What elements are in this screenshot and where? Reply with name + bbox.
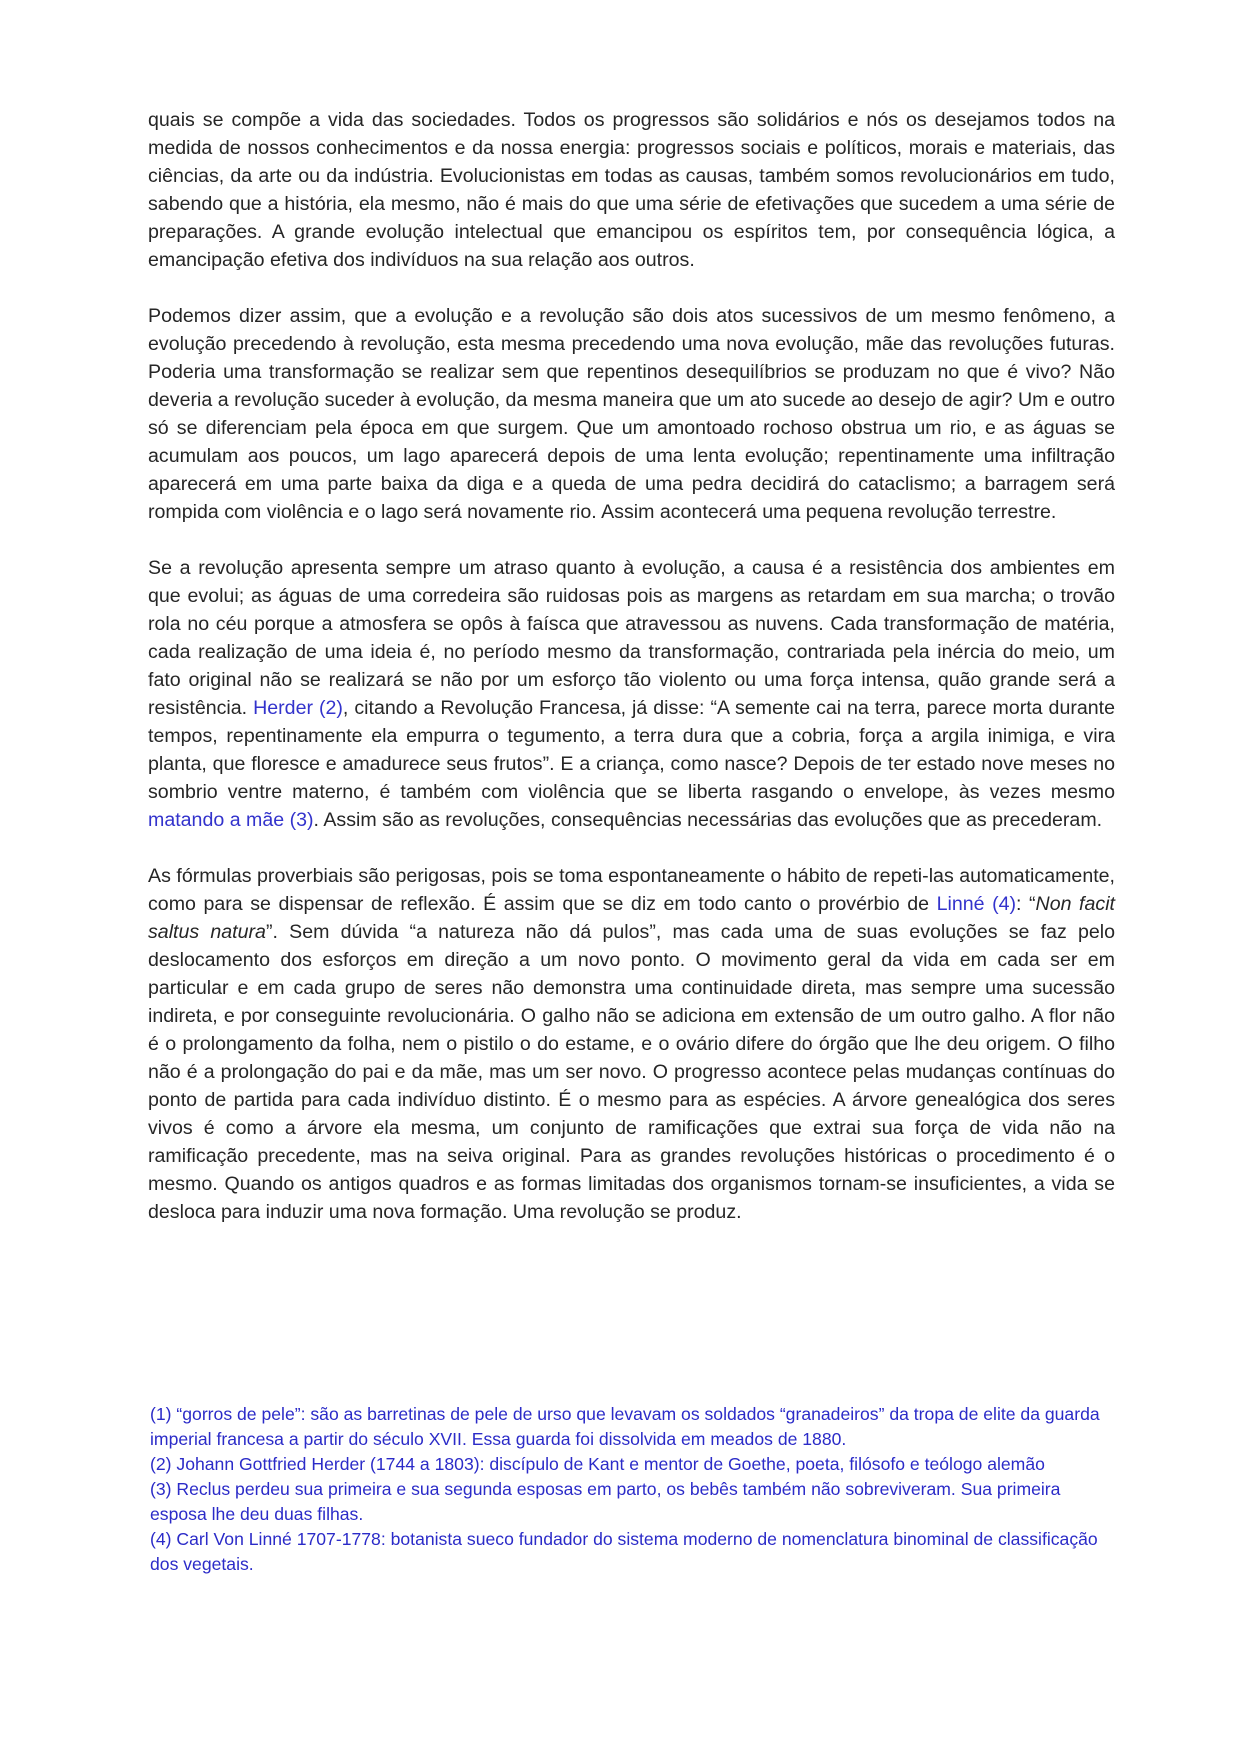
paragraph-4 bbox=[148, 862, 1115, 1226]
footnote-link-herder[interactable]: Herder (2) bbox=[253, 697, 343, 719]
footnote-link-matando-a-mae[interactable]: matando a mãe (3) bbox=[148, 809, 314, 831]
paragraph-4-text-b: : “ bbox=[1016, 893, 1036, 915]
paragraph-2: Podemos dizer assim, que a evolução e a revolução são dois atos sucessivos de um mesmo fenômeno, a evolução precedendo à revolução, esta mesma precedendo uma nova evolução, mãe das revoluções futuras. Poderia uma transformação se realizar sem que repentinos desequilíbrios se produzam no que é vivo? Não deveria a revolução suceder à evolução, da mesma maneira que um ato sucede ao desejo de agir? Um e outro só se diferenciam pela época em que surgem. Que um amontoado rochoso obstrua um rio, e as águas se acumulam aos poucos, um lago aparecerá depois de uma lenta evolução; repentinamente uma infiltração aparecerá em uma parte baixa da diga e a queda de uma pedra decidirá do cataclismo; a barragem será rompida com violência e o lago será novamente rio. Assim acontecerá uma pequena revolução terrestre. bbox=[148, 305, 1115, 523]
latin-proverb: Non facit saltus natura bbox=[148, 893, 1115, 943]
paragraph-4-text-c: ”. Sem dúvida “a natureza não dá pulos”, mas cada uma de suas evoluções se faz pelo deslocamento dos esforços em direção a um novo ponto. O movimento geral da vida em cada ser em particular e em cada grupo de seres não demonstra uma continuidade direta, mas sempre uma sucessão indireta, e por conseguinte revolucionária. O galho não se adiciona em extensão de um outro galho. A flor não é o prolongamento da folha, nem o pistilo o do estame, e o ovário difere do órgão que lhe deu origem. O filho não é a prolongação do pai e da mãe, mas um ser novo. O progresso acontece pelas mudanças contínuas do ponto de partida para cada indivíduo distinto. É o mesmo para as espécies. A árvore genealógica dos seres vivos é como a árvore ela mesma, um conjunto de ramificações que extrai sua força de vida não na ramificação precedente, mas na seiva original. Para as grandes revoluções históricas o procedimento é o mesmo. Quando os antigos quadros e as formas limitadas dos organismos tornam-se insuficientes, a vida se desloca para induzir uma nova formação. Uma revolução se produz. bbox=[148, 921, 1115, 1223]
paragraph-3 bbox=[148, 554, 1115, 834]
paragraph-3-text-b: , citando a Revolução Francesa, já disse: “A semente cai na terra, parece morta durante tempos, repentinamente ela empurra o tegumento, a terra dura que a cobria, força a argila inimiga, e vira planta, que floresce e amadurece seus frutos”. E a criança, como nasce? Depois de ter estado nove meses no sombrio ventre materno, é também com violência que se liberta rasgando o envelope, às vezes mesmo bbox=[148, 697, 1115, 803]
footnote-2: (2) Johann Gottfried Herder (1744 a 1803): discípulo de Kant e mentor de Goethe, poeta, filósofo e teólogo alemão bbox=[150, 1454, 1045, 1474]
footnotes-section bbox=[150, 1402, 1117, 1577]
paragraph-3-text-c: . Assim são as revoluções, consequências necessárias das evoluções que as precederam. bbox=[313, 809, 1103, 831]
footnote-link-linne[interactable]: Linné (4) bbox=[936, 893, 1017, 915]
paragraph-4-text-a: As fórmulas proverbiais são perigosas, pois se toma espontaneamente o hábito de repeti-las automaticamente, como para se dispensar de reflexão. É assim que se diz em todo canto o provérbio de bbox=[148, 865, 1115, 915]
footnote-4: (4) Carl Von Linné 1707-1778: botanista sueco fundador do sistema moderno de nomenclatura binominal de classificação dos vegetais. bbox=[150, 1529, 1098, 1574]
footnote-3: (3) Reclus perdeu sua primeira e sua segunda esposas em parto, os bebês também não sobreviveram. Sua primeira esposa lhe deu duas filhas. bbox=[150, 1479, 1061, 1524]
paragraph-1: quais se compõe a vida das sociedades. Todos os progressos são solidários e nós os desejamos todos na medida de nossos conhecimentos e da nossa energia: progressos sociais e políticos, morais e materiais, das ciências, da arte ou da indústria. Evolucionistas em todas as causas, também somos revolucionários em tudo, sabendo que a história, ela mesmo, não é mais do que uma série de efetivações que sucedem a uma série de preparações. A grande evolução intelectual que emancipou os espíritos tem, por consequência lógica, a emancipação efetiva dos indivíduos na sua relação aos outros. bbox=[148, 109, 1115, 271]
paragraph-3-text-a: Se a revolução apresenta sempre um atraso quanto à evolução, a causa é a resistência dos ambientes em que evolui; as águas de uma corredeira são ruidosas pois as margens as retardam em sua marcha; o trovão rola no céu porque a atmosfera se opôs à faísca que atravessou as nuvens. Cada transformação de matéria, cada realização de uma ideia é, no período mesmo da transformação, contrariada pela inércia do meio, um fato original não se realizará se não por um esforço tão violento ou uma força intensa, quão grande será a resistência. bbox=[148, 557, 1115, 719]
footnote-1: (1) “gorros de pele”: são as barretinas de pele de urso que levavam os soldados “granadeiros” da tropa de elite da guarda imperial francesa a partir do século XVII. Essa guarda foi dissolvida em meados de 1880. bbox=[150, 1404, 1100, 1449]
document-body bbox=[148, 106, 1115, 1254]
